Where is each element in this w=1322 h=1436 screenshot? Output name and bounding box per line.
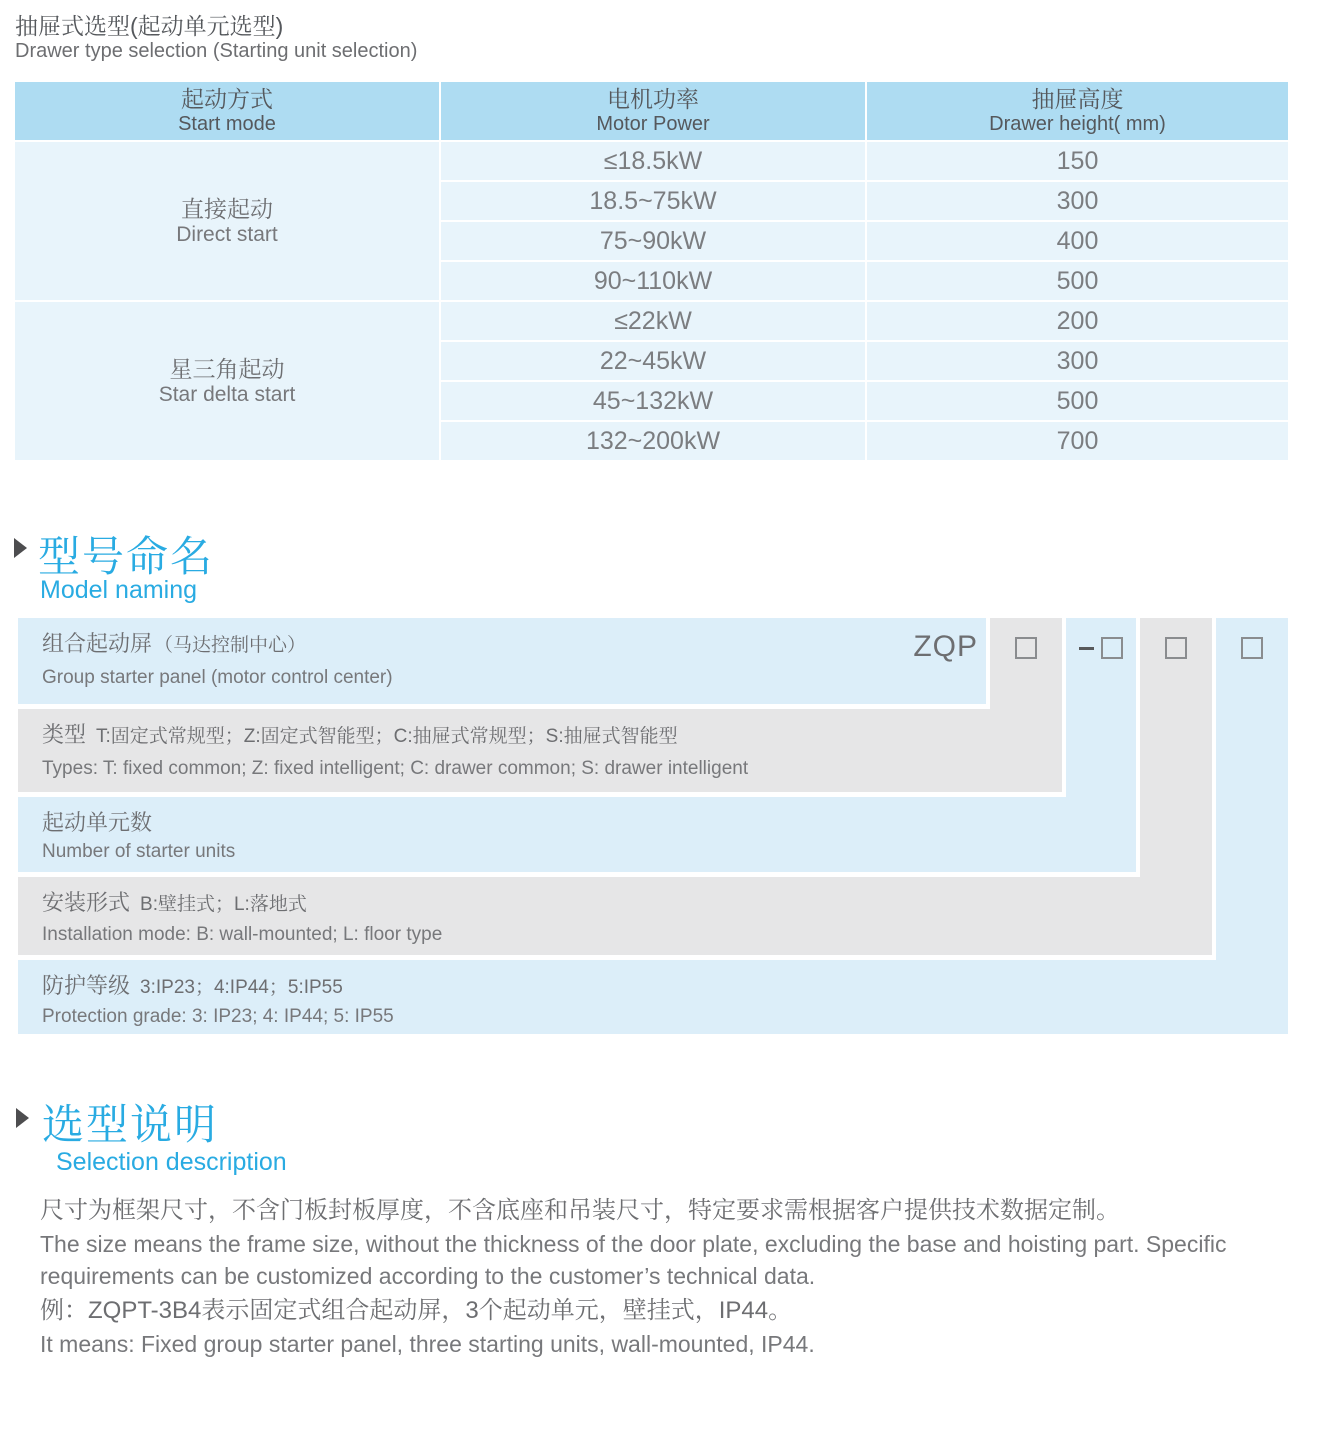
model-naming-title-en: Model naming xyxy=(40,576,198,604)
naming-row3-zh-label: 起动单元数 xyxy=(42,810,153,835)
table-cell-height: 150 xyxy=(867,142,1288,180)
table-cell-height: 500 xyxy=(867,262,1288,300)
table-cell-height: 200 xyxy=(867,302,1288,340)
page-title-en: Drawer type selection (Starting unit selection) xyxy=(15,40,418,62)
header-motor-power-zh: 电机功率 xyxy=(607,86,699,112)
table-cell-height: 300 xyxy=(867,182,1288,220)
table-header-motor-power xyxy=(441,82,865,140)
naming-row4-zh-detail: B:壁挂式；L:落地式 xyxy=(140,894,307,915)
section-arrow-icon xyxy=(16,1108,29,1128)
mode-star-delta-en: Star delta start xyxy=(158,383,296,406)
table-cell-power: 132~200kW xyxy=(441,422,865,460)
table-cell-power: 90~110kW xyxy=(441,262,865,300)
mode-cell-direct-start xyxy=(15,142,439,300)
section-arrow-icon xyxy=(14,538,27,558)
table-cell-power: 45~132kW xyxy=(441,382,865,420)
table-cell-power: 18.5~75kW xyxy=(441,182,865,220)
naming-row1-zh-detail: （马达控制中心） xyxy=(154,635,307,656)
naming-row-installation xyxy=(18,877,1212,955)
naming-row2-en: Types: T: fixed common; Z: fixed intelligent; C: drawer common; S: drawer intelligent xyxy=(42,758,749,779)
table-cell-height: 400 xyxy=(867,222,1288,260)
selection-description-title-en: Selection description xyxy=(56,1148,287,1176)
model-code-prefix: ZQP xyxy=(913,630,978,663)
description-size-zh: 尺寸为框架尺寸，不含门板封板厚度，不含底座和吊装尺寸，特定要求需根据客户提供技术数据定制。 xyxy=(40,1197,1120,1224)
table-cell-height: 300 xyxy=(867,342,1288,380)
mode-direct-zh: 直接起动 xyxy=(181,196,273,222)
naming-row5-en: Protection grade: 3: IP23; 4: IP44; 5: IP55 xyxy=(42,1006,394,1027)
naming-row-group-starter-panel xyxy=(18,618,986,704)
table-cell-height: 700 xyxy=(867,422,1288,460)
naming-row5-zh-label: 防护等级 xyxy=(42,973,131,998)
table-cell-height: 500 xyxy=(867,382,1288,420)
table-cell-power: 75~90kW xyxy=(441,222,865,260)
selection-description-body xyxy=(40,1194,1292,1360)
naming-row3-en: Number of starter units xyxy=(42,841,236,862)
model-code-box-icon xyxy=(1241,637,1263,659)
description-example-en: It means: Fixed group starter panel, three starting units, wall-mounted, IP44. xyxy=(40,1331,815,1357)
naming-row1-en: Group starter panel (motor control center) xyxy=(42,667,393,688)
mode-cell-star-delta xyxy=(15,302,439,460)
header-drawer-height-en: Drawer height( mm) xyxy=(989,113,1166,135)
naming-row-starter-units xyxy=(18,797,1136,872)
selection-description-title-zh: 选型说明 xyxy=(42,1101,219,1148)
table-cell-power: 22~45kW xyxy=(441,342,865,380)
table-header-drawer-height xyxy=(867,82,1288,140)
naming-row4-zh-label: 安装形式 xyxy=(42,890,131,915)
header-start-mode-en: Start mode xyxy=(178,113,276,135)
code-dash-icon xyxy=(1079,647,1094,650)
mode-direct-en: Direct start xyxy=(176,223,278,246)
table-cell-power: ≤22kW xyxy=(441,302,865,340)
naming-row1-zh-label: 组合起动屏 xyxy=(42,631,153,656)
naming-row5-zh-detail: 3:IP23；4:IP44；5:IP55 xyxy=(140,977,343,998)
drawer-selection-table xyxy=(15,82,1288,460)
table-cell-power: ≤18.5kW xyxy=(441,142,865,180)
naming-row2-zh-label: 类型 xyxy=(42,722,87,747)
model-code-box-icon xyxy=(1015,637,1037,659)
mode-star-delta-zh: 星三角起动 xyxy=(169,356,285,382)
naming-row4-en: Installation mode: B: wall-mounted; L: floor type xyxy=(42,924,443,945)
header-motor-power-en: Motor Power xyxy=(596,113,710,135)
model-naming-diagram xyxy=(0,618,1322,1034)
table-header-start-mode xyxy=(15,82,439,140)
description-size-en: The size means the frame size, without the thickness of the door plate, excluding the base and hoisting part. Specific requirements can be customized according to the customer’s technical data. xyxy=(40,1231,1227,1289)
naming-row-protection xyxy=(18,960,1288,1034)
header-drawer-height-zh: 抽屉高度 xyxy=(1031,86,1124,112)
page-title-zh: 抽屉式选型(起动单元选型) xyxy=(15,13,284,39)
description-example-zh: 例：ZQPT-3B4表示固定式组合起动屏，3个起动单元，壁挂式，IP44。 xyxy=(40,1297,793,1324)
model-naming-title-zh: 型号命名 xyxy=(38,533,215,580)
naming-row2-zh-detail: T:固定式常规型；Z:固定式智能型；C:抽屉式常规型；S:抽屉式智能型 xyxy=(96,726,678,747)
header-start-mode-zh: 起动方式 xyxy=(181,86,273,112)
model-code-box-icon xyxy=(1101,637,1123,659)
model-code-box-icon xyxy=(1165,637,1187,659)
naming-row-type xyxy=(18,709,1062,792)
